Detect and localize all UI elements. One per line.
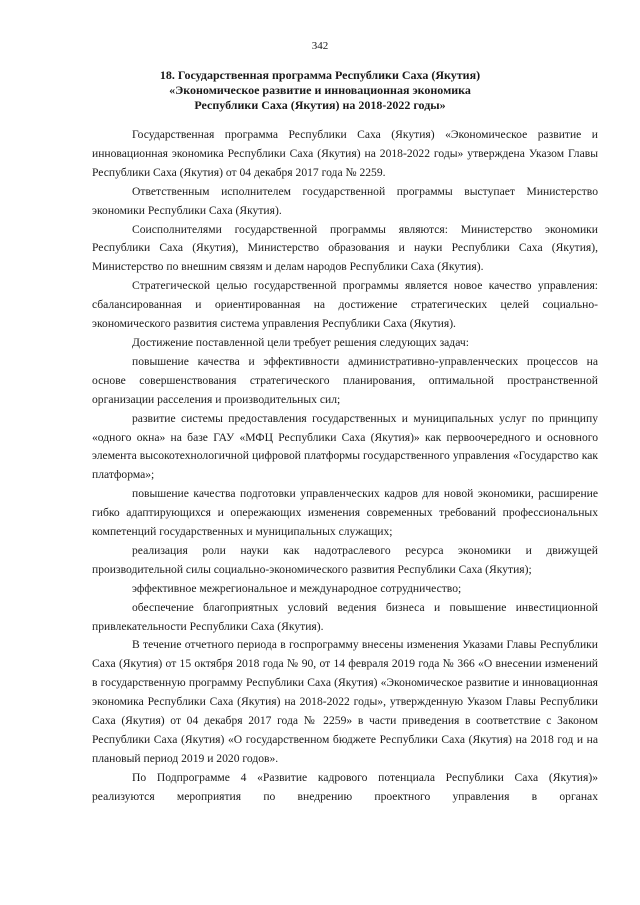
body-text [92,126,598,807]
paragraph: Стратегической целью государственной программы является новое качество управления: сбалансированная и ориентированная на достижение стратегических целей социально-экономического развития система управления Республики Саха (Якутия). [92,279,598,331]
section-heading [120,68,520,113]
list-item: развитие системы предоставления государственных и муниципальных услуг по принципу «одного окна» на базе ГАУ «МФЦ Республики Саха (Якутия)» как первоочередного и основного элемента высокотехнологичной цифровой платформы государственного управления «Государство как платформа»; [92,411,598,482]
heading-line: Республики Саха (Якутия) на 2018-2022 годы» [194,98,446,112]
paragraph: Достижение поставленной цели требует решения следующих задач: [132,335,469,349]
paragraph: Соисполнителями государственной программы являются: Министерство экономики Республики Саха (Якутия), Министерство образования и науки Республики Саха (Якутия), Министерство по внешним связям и делам народов Республики Саха (Якутия). [92,222,598,274]
page-number: 342 [311,40,329,52]
list-item: повышение качества и эффективности административно-управленческих процессов на основе совершенствования стратегического планирования, оптимальной пространственной организации расселения и производительных сил; [92,354,598,406]
list-item: обеспечение благоприятных условий ведения бизнеса и повышение инвестиционной привлекательности Республики Саха (Якутия). [92,600,598,633]
list-item: повышение качества подготовки управленческих кадров для новой экономики, расширение гибко адаптирующихся и опережающих изменения современных требований профессиональных компетенций государственных и муниципальных служащих; [92,487,598,539]
list-item: эффективное межрегиональное и международное сотрудничество; [132,581,462,595]
paragraph: Государственная программа Республики Саха (Якутия) «Экономическое развитие и инновационная экономика Республики Саха (Якутия) на 2018-2022 годы» утверждена Указом Главы Республики Саха (Якутия) от 04 декабря 2017 года № 2259. [92,128,598,179]
heading-line: «Экономическое развитие и инновационная экономика [169,83,471,97]
list-item: реализация роли науки как надотраслевого ресурса экономики и движущей производительной силы социально-экономического развития Республики Саха (Якутия); [92,543,598,576]
paragraph: По Подпрограмме 4 «Развитие кадрового потенциала Республики Саха (Якутия)» реализуются мероприятия по внедрению проектного управления в органах [92,770,598,803]
paragraph: В течение отчетного периода в госпрограмму внесены изменения Указами Главы Республики Саха (Якутия) от 15 октября 2018 года № 90, от 14 февраля 2019 года № 366 «О внесении изменений в государственную программу Республики Саха (Якутия) «Экономическое развитие и инновационная экономика Республики Саха (Якутия) на 2018-2022 годы», утвержденную Указом Главы Республики Саха (Якутия) от 04 декабря 2017 года № 2259» в части приведения в соответствие с Законом Республики Саха (Якутия) «О государственном бюджете Республики Саха (Якутия) на 2018 год и на плановый период 2019 и 2020 годов». [92,638,598,765]
paragraph: Ответственным исполнителем государственной программы выступает Министерство экономики Республики Саха (Якутия). [92,184,598,217]
heading-line: 18. Государственная программа Республики Саха (Якутия) [159,68,481,82]
